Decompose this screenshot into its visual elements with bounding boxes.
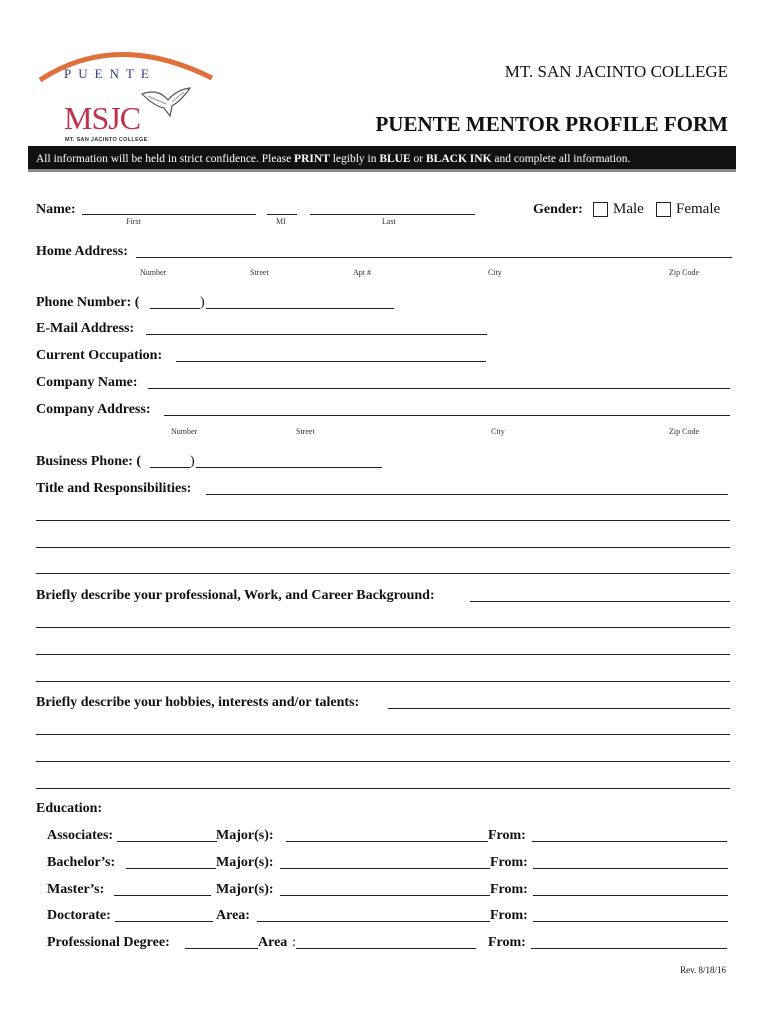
- home-zip-caption: Zip Code: [669, 268, 699, 277]
- company-name-label: Company Name:: [36, 375, 138, 390]
- associates-major-label: Major(s):: [216, 828, 274, 843]
- company-number-caption: Number: [171, 427, 198, 436]
- company-name-field[interactable]: [148, 388, 730, 389]
- masters-major-field[interactable]: [280, 895, 490, 896]
- associates-from-field[interactable]: [532, 841, 727, 842]
- background-field[interactable]: [470, 601, 730, 602]
- email-label: E-Mail Address:: [36, 321, 135, 336]
- background-label: Briefly describe your professional, Work, and Career Background:: [36, 588, 435, 603]
- female-checkbox[interactable]: [656, 202, 671, 217]
- banner-text-1: All information will be held in strict confidence. Please: [36, 153, 295, 165]
- business-phone-number-field[interactable]: [196, 467, 382, 468]
- bachelors-major-field[interactable]: [280, 868, 490, 869]
- home-apt-caption: Apt #: [353, 268, 371, 277]
- last-name-field[interactable]: [310, 214, 475, 215]
- professional-from-field[interactable]: [531, 948, 727, 949]
- title-responsibilities-field[interactable]: [206, 494, 728, 495]
- mi-caption: MI: [276, 217, 286, 226]
- male-checkbox[interactable]: [593, 202, 608, 217]
- business-phone-close-paren: ): [190, 454, 195, 469]
- background-line-2[interactable]: [36, 627, 730, 628]
- company-address-field[interactable]: [164, 415, 730, 416]
- logo-tagline: MT. SAN JACINTO COLLEGE: [65, 137, 148, 143]
- masters-label: Master’s:: [47, 882, 105, 897]
- business-phone-area-field[interactable]: [150, 467, 190, 468]
- title-responsibilities-line-4[interactable]: [36, 573, 730, 574]
- title-responsibilities-label: Title and Responsibilities:: [36, 481, 192, 496]
- business-phone-label: Business Phone: (: [36, 454, 142, 469]
- masters-from-label: From:: [490, 882, 528, 897]
- banner-print: PRINT: [294, 153, 330, 165]
- company-street-caption: Street: [296, 427, 315, 436]
- banner-text-2: legibly in: [329, 153, 380, 165]
- bachelors-major-label: Major(s):: [216, 855, 274, 870]
- email-field[interactable]: [146, 334, 487, 335]
- phone-close-paren: ): [200, 295, 205, 310]
- banner-text-4: and complete all information.: [491, 153, 631, 165]
- female-label: Female: [676, 201, 721, 217]
- banner-black-ink: BLACK INK: [426, 153, 492, 165]
- name-label: Name:: [36, 202, 76, 217]
- doctorate-field[interactable]: [115, 921, 213, 922]
- home-street-caption: Street: [250, 268, 269, 277]
- home-address-field[interactable]: [136, 257, 732, 258]
- first-name-field[interactable]: [82, 214, 256, 215]
- associates-from-label: From:: [488, 828, 526, 843]
- masters-field[interactable]: [114, 895, 211, 896]
- logo-msjc-text: MSJC: [64, 100, 141, 136]
- professional-area-field[interactable]: [296, 948, 476, 949]
- professional-from-label: From:: [488, 935, 526, 950]
- hobbies-line-3[interactable]: [36, 761, 730, 762]
- company-address-label: Company Address:: [36, 402, 151, 417]
- hobbies-line-4[interactable]: [36, 788, 730, 789]
- professional-degree-label: Professional Degree:: [47, 935, 170, 950]
- masters-major-label: Major(s):: [216, 882, 274, 897]
- education-label: Education:: [36, 801, 103, 816]
- occupation-label: Current Occupation:: [36, 348, 163, 363]
- bachelors-from-field[interactable]: [533, 868, 728, 869]
- hobbies-field[interactable]: [388, 708, 730, 709]
- banner-text-3: or: [410, 153, 427, 165]
- home-city-caption: City: [488, 268, 502, 277]
- doctorate-area-label: Area:: [216, 908, 250, 923]
- phone-number-field[interactable]: [206, 308, 394, 309]
- home-address-label: Home Address:: [36, 244, 128, 259]
- first-name-caption: First: [126, 217, 141, 226]
- title-responsibilities-line-3[interactable]: [36, 547, 730, 548]
- doctorate-area-field[interactable]: [257, 921, 490, 922]
- bachelors-field[interactable]: [126, 868, 216, 869]
- hobbies-line-2[interactable]: [36, 734, 730, 735]
- phone-label: Phone Number: (: [36, 295, 140, 310]
- masters-from-field[interactable]: [533, 895, 728, 896]
- background-line-4[interactable]: [36, 681, 730, 682]
- logo-puente-text: PUENTE: [64, 66, 156, 81]
- company-city-caption: City: [491, 427, 505, 436]
- bachelors-from-label: From:: [490, 855, 528, 870]
- home-number-caption: Number: [140, 268, 167, 277]
- middle-initial-field[interactable]: [267, 214, 297, 215]
- hobbies-label: Briefly describe your hobbies, interests and/or talents:: [36, 695, 360, 710]
- banner-blue: BLUE: [379, 153, 411, 165]
- doctorate-from-label: From:: [490, 908, 528, 923]
- college-name: MT. SAN JACINTO COLLEGE: [504, 62, 728, 81]
- doctorate-from-field[interactable]: [533, 921, 728, 922]
- professional-degree-field[interactable]: [185, 948, 258, 949]
- occupation-field[interactable]: [176, 361, 486, 362]
- associates-label: Associates:: [47, 828, 114, 843]
- associates-field[interactable]: [117, 841, 217, 842]
- confidentiality-banner: [28, 146, 736, 172]
- associates-major-field[interactable]: [286, 841, 488, 842]
- bachelors-label: Bachelor’s:: [47, 855, 116, 870]
- doctorate-label: Doctorate:: [47, 908, 111, 923]
- male-label: Male: [613, 201, 644, 217]
- title-responsibilities-line-2[interactable]: [36, 520, 730, 521]
- professional-area-colon: :: [292, 935, 296, 950]
- background-line-3[interactable]: [36, 654, 730, 655]
- revision-date: Rev. 8/18/16: [680, 965, 726, 975]
- gender-label: Gender:: [533, 202, 583, 217]
- last-name-caption: Last: [382, 217, 396, 226]
- form-title: PUENTE MENTOR PROFILE FORM: [375, 112, 728, 136]
- phone-area-code-field[interactable]: [150, 308, 200, 309]
- company-zip-caption: Zip Code: [669, 427, 699, 436]
- professional-area-label: Area: [258, 935, 288, 950]
- eagle-icon: [140, 86, 192, 120]
